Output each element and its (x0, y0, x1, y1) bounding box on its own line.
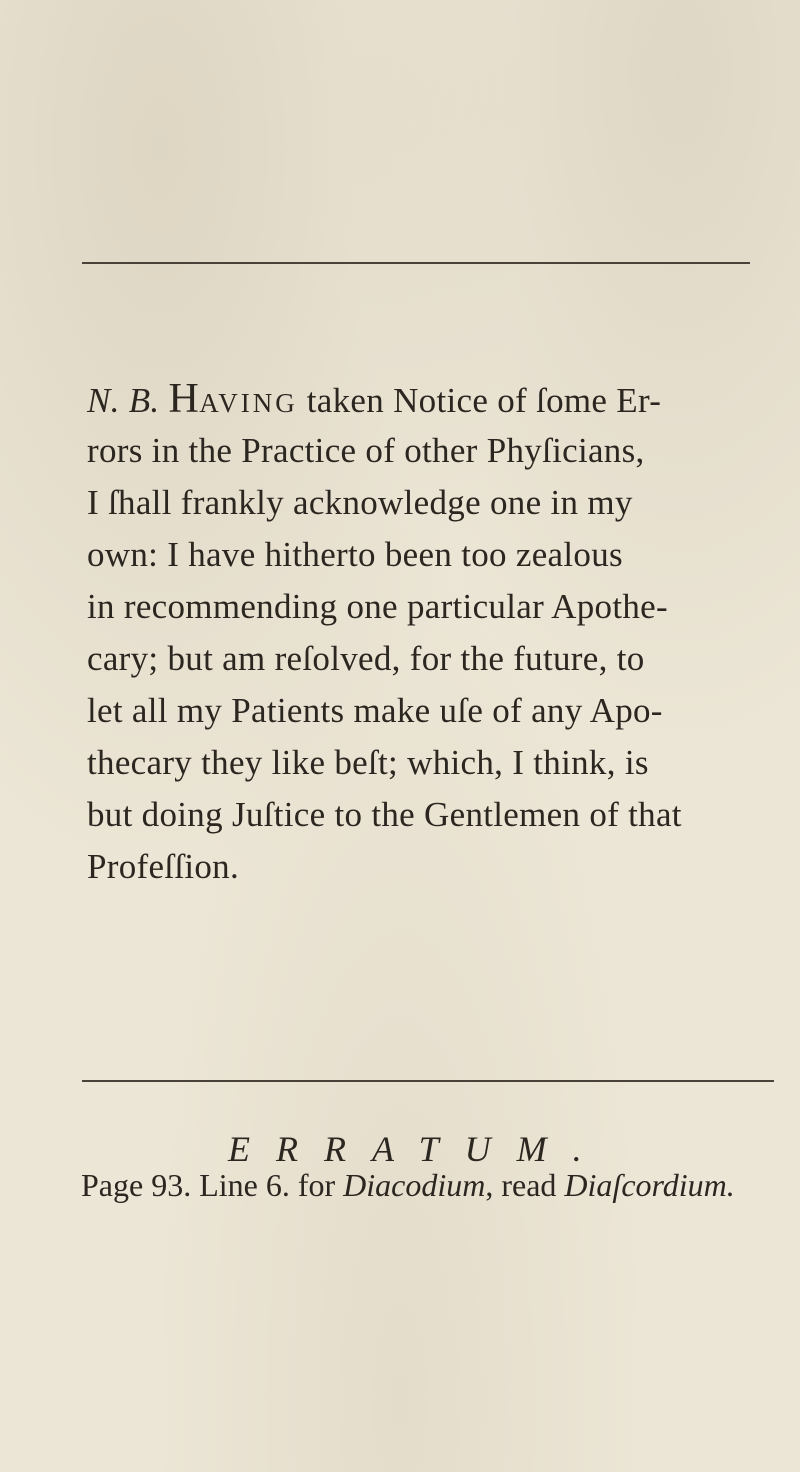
notice-line-3: I ſhall frankly acknowledge one in my (87, 483, 633, 522)
notice-line-4: own: I have hitherto been too zealous (87, 535, 623, 574)
notice-line-5: in recommending one particular Apothe- (87, 587, 668, 626)
notice-line-6: cary; but am reſolved, for the future, to (87, 639, 645, 678)
erratum-line (81, 1167, 735, 1204)
first-word-initial: H (168, 376, 200, 422)
first-word-rest: AVING (199, 388, 298, 418)
erratum-title: ERRATUM. (228, 1129, 608, 1169)
erratum-wrong-word: Diacodium (343, 1167, 486, 1203)
nb-prefix: N. B. (87, 381, 160, 420)
notice-line-7: let all my Patients make uſe of any Apo- (87, 691, 663, 730)
notice-line-10: Profeſſion. (87, 847, 240, 886)
notice-line-9: but doing Juſtice to the Gentlemen of that (87, 795, 682, 834)
top-rule (82, 262, 750, 264)
notice-line-1 (87, 373, 661, 429)
notice-line-2: rors in the Practice of other Phyſicians, (87, 431, 645, 470)
erratum-read-label: , read (485, 1167, 565, 1203)
notice-line-1-text: taken Notice of ſome Er- (297, 381, 662, 420)
erratum-page-label: Page 93. Line 6. for (81, 1167, 344, 1203)
notice-line-8: thecary they like beſt; which, I think, is (87, 743, 649, 782)
middle-rule (82, 1080, 774, 1082)
erratum-correct-word: Diaſcordium. (564, 1167, 735, 1203)
